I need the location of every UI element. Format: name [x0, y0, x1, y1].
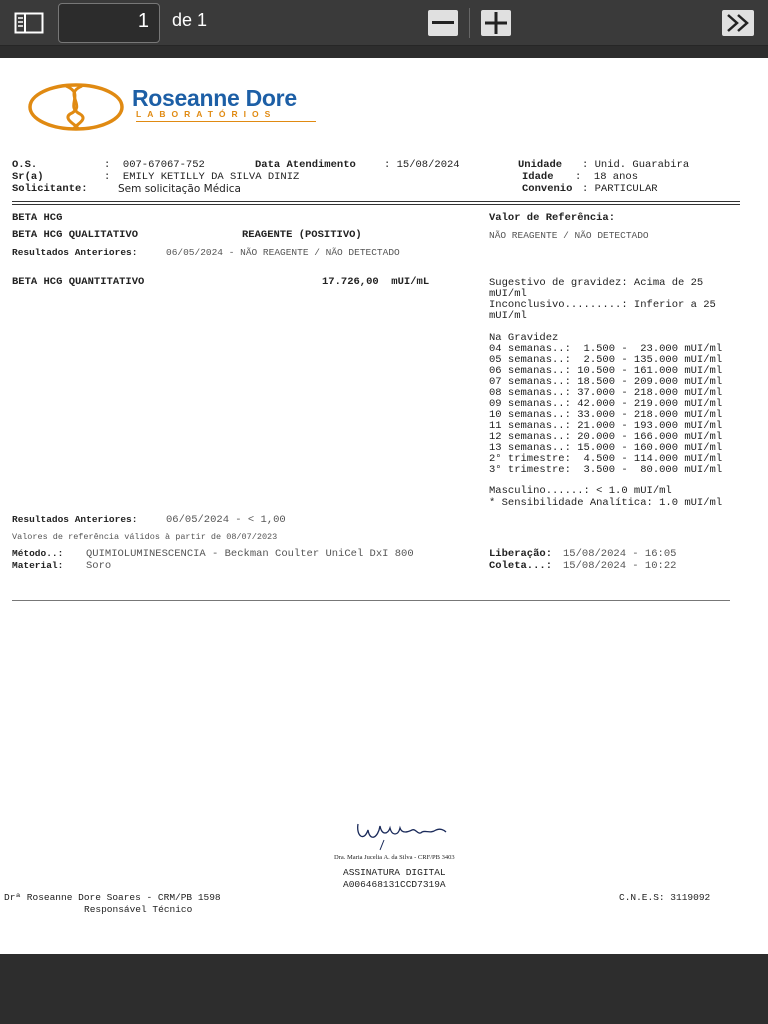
page-count-label: de 1: [172, 10, 208, 30]
reference-line: 07 semanas..: 18.500 - 209.000 mUI/ml: [489, 376, 723, 388]
logo-underline: [136, 121, 316, 122]
coleta-label: Coleta...:: [489, 560, 553, 572]
quantitative-result: 17.726,00 mUI/mL: [322, 276, 430, 288]
convenio-label: Convenio: [522, 183, 573, 195]
reference-line: 13 semanas..: 15.000 - 160.000 mUI/ml: [489, 442, 723, 454]
lab-name: Roseanne Dore: [132, 85, 297, 111]
idade-value: : 18 anos: [575, 171, 639, 183]
patient-name: : EMILY KETILLY DA SILVA DINIZ: [104, 171, 300, 183]
solicitante-label: Solicitante:: [12, 183, 88, 195]
digital-signature-label: ASSINATURA DIGITAL: [343, 867, 446, 878]
unidade-label: Unidade: [518, 159, 563, 171]
reference-line: 2° trimestre: 4.500 - 114.000 mUI/ml: [489, 453, 723, 465]
previous-results-value: 06/05/2024 - NÃO REAGENTE / NÃO DETECTADO: [166, 247, 400, 258]
reference-line: 04 semanas..: 1.500 - 23.000 mUI/ml: [489, 343, 723, 355]
exam-title: BETA HCG: [12, 212, 63, 224]
os-label: O.S.: [12, 159, 38, 171]
reference-line: mUI/ml: [489, 310, 527, 322]
data-atendimento-label: Data Atendimento: [255, 159, 356, 171]
reference-line: 06 semanas..: 10.500 - 161.000 mUI/ml: [489, 365, 723, 377]
data-atendimento-value: : 15/08/2024: [384, 159, 460, 171]
convenio-value: : PARTICULAR: [582, 183, 658, 195]
reference-line: 11 semanas..: 21.000 - 193.000 mUI/ml: [489, 420, 723, 432]
double-chevron-right-icon[interactable]: [722, 10, 754, 36]
previous-results-2-label: Resultados Anteriores:: [12, 514, 138, 525]
qualitative-label: BETA HCG QUALITATIVO: [12, 229, 139, 241]
idade-label: Idade: [522, 171, 554, 183]
reference-line: 08 semanas..: 37.000 - 218.000 mUI/ml: [489, 387, 723, 399]
material-value: Soro: [86, 560, 112, 572]
method-label: Método..:: [12, 548, 64, 559]
signer-name: Dra. Maria Jucelia A. da Silva - CRF/PB 3403: [334, 854, 455, 861]
minus-icon[interactable]: [428, 10, 458, 36]
responsible-role: Responsável Técnico: [84, 904, 193, 915]
responsible-name: Drª Roseanne Dore Soares - CRM/PB 1598: [4, 892, 221, 903]
reference-line: mUI/ml: [489, 288, 527, 300]
coleta-value: 15/08/2024 - 10:22: [563, 560, 677, 572]
sensitivity-note: * Sensibilidade Analítica: 1.0 mUI/ml: [489, 497, 723, 509]
solicitante-value: Sem solicitação Médica: [118, 183, 241, 195]
reference-line: 12 semanas..: 20.000 - 166.000 mUI/ml: [489, 431, 723, 443]
reference-line: 10 semanas..: 33.000 - 218.000 mUI/ml: [489, 409, 723, 421]
reference-line: Sugestivo de gravidez: Acima de 25: [489, 277, 704, 289]
cnes-code: C.N.E.S: 3119092: [619, 892, 711, 903]
os-value: : 007-67067-752: [104, 159, 205, 171]
quantitative-label: BETA HCG QUANTITATIVO: [12, 276, 145, 288]
signature-hash: A006468131CCD7319A: [343, 879, 446, 890]
qualitative-result: REAGENTE (POSITIVO): [242, 229, 362, 241]
previous-results-2-value: 06/05/2024 - < 1,00: [166, 514, 286, 526]
header-divider-bottom: [12, 204, 740, 205]
section-divider: [12, 600, 730, 601]
unidade-value: : Unid. Guarabira: [582, 159, 690, 171]
lab-subtitle: LABORATÓRIOS: [136, 109, 277, 119]
qualitative-reference: NÃO REAGENTE / NÃO DETECTADO: [489, 230, 649, 241]
toolbar-separator: [469, 8, 470, 38]
method-value: QUIMIOLUMINESCENCIA - Beckman Coulter UniCel DxI 800: [86, 548, 414, 560]
reference-line: 09 semanas..: 42.000 - 219.000 mUI/ml: [489, 398, 723, 410]
page-number-input[interactable]: 1: [58, 3, 160, 43]
previous-results-label: Resultados Anteriores:: [12, 247, 138, 258]
reference-title: Valor de Referência:: [489, 212, 616, 224]
plus-icon[interactable]: [481, 10, 511, 36]
liberacao-value: 15/08/2024 - 16:05: [563, 548, 677, 560]
patient-label: Sr(a): [12, 171, 44, 183]
signature-icon: [352, 816, 448, 852]
viewer-bottom-bar: [0, 955, 768, 1024]
lab-logo-icon: [28, 80, 126, 132]
reference-validity-note: Valores de referência válidos à partir de 08/07/2023: [12, 532, 278, 542]
masculino-reference: Masculino......: < 1.0 mUI/ml: [489, 485, 672, 497]
document-page: [0, 58, 768, 954]
reference-line: Inconclusivo.........: Inferior a 25: [489, 299, 716, 311]
material-label: Material:: [12, 560, 64, 571]
header-divider-top: [12, 201, 740, 202]
reference-line: 05 semanas..: 2.500 - 135.000 mUI/ml: [489, 354, 723, 366]
viewer-toolbar: [0, 0, 768, 46]
reference-line: 3° trimestre: 3.500 - 80.000 mUI/ml: [489, 464, 723, 476]
reference-line: Na Gravidez: [489, 332, 559, 344]
liberacao-label: Liberação:: [489, 548, 553, 560]
sidebar-toggle-icon[interactable]: [14, 12, 44, 34]
